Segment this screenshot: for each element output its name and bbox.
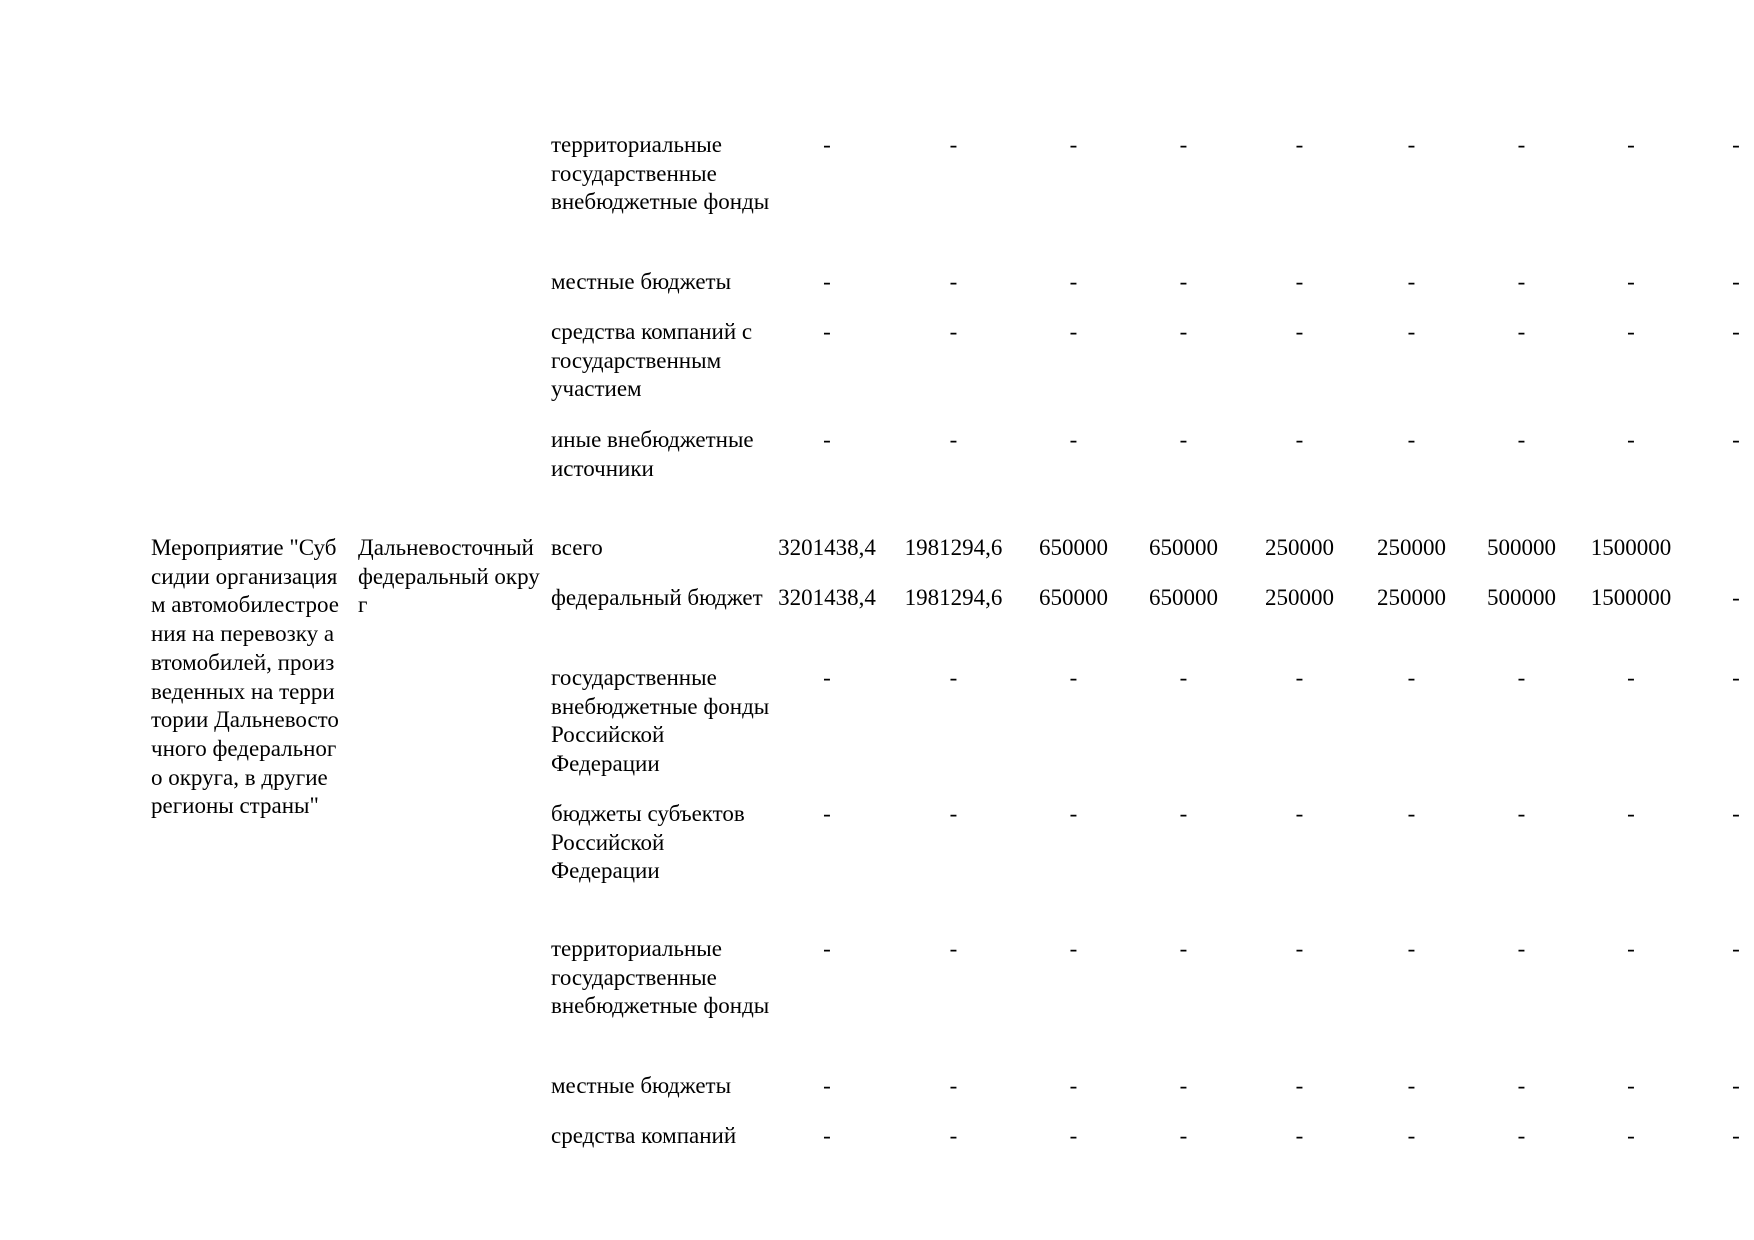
source-label: всего bbox=[551, 535, 603, 560]
value-cell: - bbox=[1407, 1123, 1416, 1148]
event-title: Мероприятие "Субсидии организациям автомобилестроения на перевозку автомобилей, произведенных на территории Дальневосточного федерального округа, в другие регионы страны" bbox=[151, 535, 339, 819]
value-cell: - bbox=[823, 1123, 831, 1148]
value-cell: - bbox=[949, 1123, 958, 1148]
value-cell: - bbox=[1732, 936, 1740, 961]
value-cell: - bbox=[823, 1073, 831, 1098]
value-cell: - bbox=[1295, 269, 1304, 294]
value-cell: - bbox=[1517, 801, 1526, 826]
value-cell: - bbox=[1517, 269, 1526, 294]
source-label: средства компаний bbox=[551, 1123, 737, 1148]
value-cell: - bbox=[1295, 132, 1304, 157]
value-cell: - bbox=[1627, 665, 1635, 690]
value-cell: - bbox=[1407, 936, 1416, 961]
value-cell: 650000 bbox=[1149, 535, 1218, 560]
value-cell: 650000 bbox=[1039, 585, 1108, 610]
value-cell: - bbox=[1732, 1123, 1740, 1148]
value-cell: - bbox=[1407, 1073, 1416, 1098]
value-cell: - bbox=[949, 319, 958, 344]
source-label: местные бюджеты bbox=[551, 1073, 732, 1098]
value-cell: - bbox=[823, 665, 831, 690]
value-cell: - bbox=[1627, 132, 1635, 157]
value-cell: - bbox=[1295, 801, 1304, 826]
value-cell: - bbox=[1179, 319, 1188, 344]
source-label: федеральный бюджет bbox=[551, 585, 763, 610]
value-cell: - bbox=[949, 936, 958, 961]
value-cell: 3201438,4 bbox=[778, 585, 876, 610]
value-cell: - bbox=[1179, 269, 1188, 294]
value-cell: - bbox=[949, 665, 958, 690]
value-cell: - bbox=[1295, 319, 1304, 344]
value-cell: - bbox=[823, 936, 831, 961]
value-cell: - bbox=[1732, 1073, 1740, 1098]
value-cell: - bbox=[1627, 801, 1635, 826]
value-cell: - bbox=[1069, 801, 1078, 826]
value-cell: - bbox=[1295, 936, 1304, 961]
value-cell: 250000 bbox=[1265, 535, 1334, 560]
value-cell: 1500000 bbox=[1590, 535, 1672, 560]
value-cell: - bbox=[1627, 319, 1635, 344]
value-cell: - bbox=[1069, 319, 1078, 344]
value-cell: - bbox=[1069, 269, 1078, 294]
value-cell: - bbox=[1732, 427, 1740, 452]
value-cell: - bbox=[1517, 1073, 1526, 1098]
value-cell: - bbox=[1732, 319, 1740, 344]
value-cell: - bbox=[949, 269, 958, 294]
source-label: иные внебюджетные источники bbox=[551, 427, 754, 481]
value-cell: - bbox=[823, 319, 831, 344]
value-cell: - bbox=[823, 269, 831, 294]
source-label: территориальные государственные внебюджетные фонды bbox=[551, 936, 770, 1019]
value-cell: - bbox=[1407, 665, 1416, 690]
value-cell: - bbox=[1179, 1073, 1188, 1098]
value-cell: - bbox=[1069, 1073, 1078, 1098]
value-cell: 250000 bbox=[1377, 535, 1446, 560]
value-cell: 500000 bbox=[1487, 585, 1556, 610]
value-cell: - bbox=[949, 427, 958, 452]
value-cell: - bbox=[1295, 1073, 1304, 1098]
value-cell: - bbox=[1407, 319, 1416, 344]
value-cell: - bbox=[1732, 585, 1740, 610]
value-cell: - bbox=[1295, 427, 1304, 452]
value-cell: 1981294,6 bbox=[904, 535, 1003, 560]
value-cell: - bbox=[1627, 936, 1635, 961]
value-cell: - bbox=[1517, 665, 1526, 690]
value-cell: - bbox=[1517, 132, 1526, 157]
value-cell: - bbox=[949, 132, 958, 157]
value-cell: - bbox=[949, 801, 958, 826]
value-cell: - bbox=[1407, 132, 1416, 157]
value-cell: - bbox=[1517, 1123, 1526, 1148]
value-cell: - bbox=[1732, 269, 1740, 294]
source-label: государственные внебюджетные фонды Российской Федерации bbox=[551, 665, 770, 777]
value-cell: 650000 bbox=[1039, 535, 1108, 560]
value-cell: - bbox=[1732, 132, 1740, 157]
value-cell: - bbox=[1407, 269, 1416, 294]
value-cell: - bbox=[1179, 427, 1188, 452]
value-cell: - bbox=[1407, 427, 1416, 452]
value-cell: - bbox=[949, 1073, 958, 1098]
value-cell: 1500000 bbox=[1590, 585, 1672, 610]
source-label: местные бюджеты bbox=[551, 269, 732, 294]
value-cell: 250000 bbox=[1265, 585, 1334, 610]
value-cell: - bbox=[1627, 1073, 1635, 1098]
value-cell: - bbox=[1179, 132, 1188, 157]
value-cell: - bbox=[1517, 427, 1526, 452]
value-cell: - bbox=[823, 427, 831, 452]
value-cell: - bbox=[1069, 427, 1078, 452]
value-cell: - bbox=[1069, 1123, 1078, 1148]
source-label: территориальные государственные внебюджетные фонды bbox=[551, 132, 770, 215]
value-cell: - bbox=[1627, 269, 1635, 294]
value-cell: 1981294,6 bbox=[904, 585, 1003, 610]
value-cell: - bbox=[1069, 936, 1078, 961]
value-cell: - bbox=[1627, 427, 1635, 452]
source-label: средства компаний с государственным участием bbox=[551, 319, 753, 402]
value-cell: - bbox=[1179, 801, 1188, 826]
value-cell: - bbox=[823, 801, 831, 826]
value-cell: - bbox=[1069, 665, 1078, 690]
value-cell: - bbox=[1179, 665, 1188, 690]
value-cell: 500000 bbox=[1487, 535, 1556, 560]
value-cell: 250000 bbox=[1377, 585, 1446, 610]
value-cell: - bbox=[823, 132, 831, 157]
value-cell: 3201438,4 bbox=[778, 535, 876, 560]
value-cell: - bbox=[1517, 319, 1526, 344]
value-cell: - bbox=[1732, 665, 1740, 690]
value-cell: - bbox=[1732, 801, 1740, 826]
value-cell: - bbox=[1295, 1123, 1304, 1148]
source-label: бюджеты субъектов Российской Федерации bbox=[551, 801, 745, 884]
value-cell: - bbox=[1179, 1123, 1188, 1148]
value-cell: - bbox=[1069, 132, 1078, 157]
value-cell: - bbox=[1627, 1123, 1635, 1148]
value-cell: - bbox=[1407, 801, 1416, 826]
value-cell: - bbox=[1517, 936, 1526, 961]
value-cell: - bbox=[1179, 936, 1188, 961]
event-region: Дальневосточный федеральный округ bbox=[358, 535, 540, 618]
value-cell: - bbox=[1295, 665, 1304, 690]
value-cell: 650000 bbox=[1149, 585, 1218, 610]
